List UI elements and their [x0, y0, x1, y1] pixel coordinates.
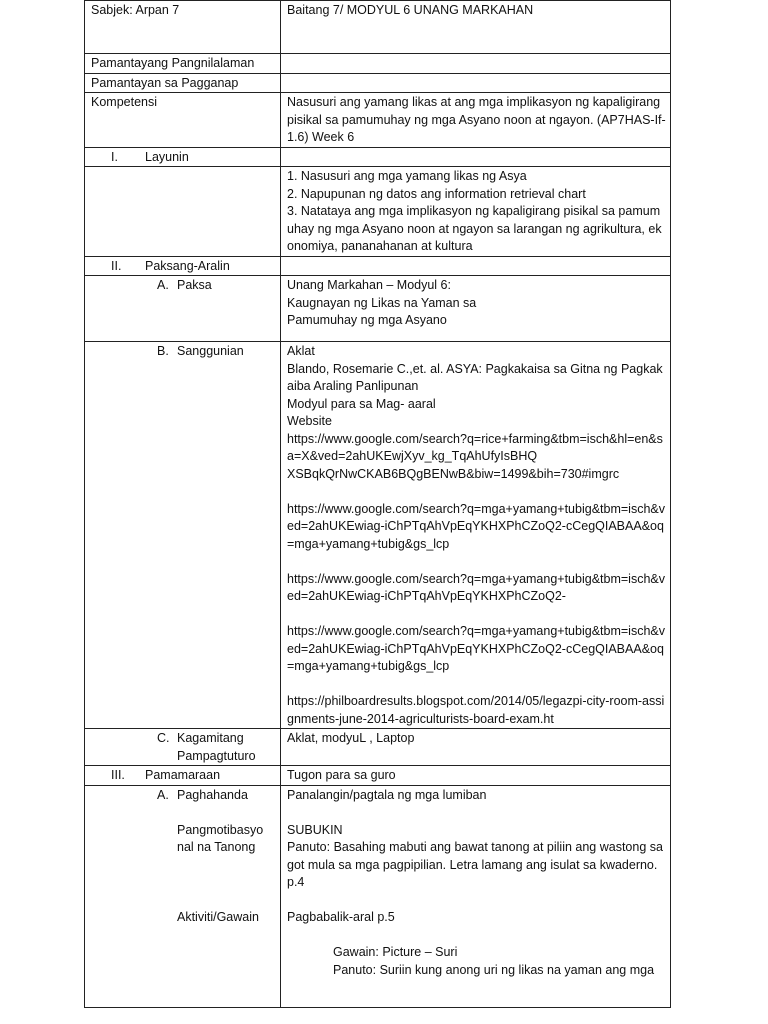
sanggunian-line: Aklat: [287, 344, 315, 358]
subukin-heading: SUBUKIN: [287, 822, 343, 837]
paksa-letter: A.: [157, 278, 169, 292]
pagganap-label: Pamantayan sa Pagganap: [85, 73, 281, 93]
pangnilalaman-value: [281, 54, 671, 74]
paksang-label: Paksang-Aralin: [145, 258, 230, 273]
sanggunian-cell: [281, 342, 671, 729]
row-pagganap: [85, 73, 671, 93]
row-kompetensi: [85, 93, 671, 148]
pagbabalik-text: Pagbabalik-aral p.5: [287, 910, 395, 924]
motibasyon-label: Pangmotibasyo: [177, 822, 264, 837]
kagamitan-label: Kagamitang: [177, 731, 244, 745]
pagganap-value: [281, 73, 671, 93]
sanggunian-line: Website: [287, 414, 332, 428]
subject-cell: Sabjek: Arpan 7: [85, 1, 281, 54]
panuto-2-text: Panuto: Suriin kung anong uri ng likas na yaman ang mga: [333, 962, 655, 977]
pamamaraan-label: Pamamaraan: [145, 768, 221, 782]
layunin-item: 2. Napupunan ng datos ang information retrieval chart: [287, 186, 586, 201]
spacer: [287, 483, 666, 501]
paghahanda-label: Paghahanda: [177, 787, 248, 802]
sanggunian-letter: B.: [157, 344, 169, 358]
kagamitan-label-cell: [85, 729, 281, 766]
paksa-line: Unang Markahan – Modyul 6:: [287, 278, 451, 292]
kompetensi-label: Kompetensi: [85, 93, 281, 148]
paghahanda-cell: [281, 785, 671, 1007]
lesson-plan-table: [84, 0, 671, 1008]
pamamaraan-num: III.: [111, 768, 125, 782]
row-paksa: [85, 276, 671, 342]
grade-module-cell: Baitang 7/ MODYUL 6 UNANG MARKAHAN: [281, 1, 671, 54]
paksang-value: [281, 256, 671, 276]
sanggunian-label-cell: [85, 342, 281, 729]
paghahanda-text: Panalangin/pagtala ng mga lumiban: [287, 787, 487, 802]
pamamaraan-label-cell: [85, 766, 281, 786]
paksa-label: Paksa: [177, 278, 212, 292]
row-kagamitan: [85, 729, 671, 766]
paghahanda-letter: A.: [157, 787, 169, 802]
spacer: [287, 676, 666, 694]
kagamitan-letter: C.: [157, 731, 170, 745]
paksa-label-cell: [85, 276, 281, 342]
reference-link[interactable]: https://www.google.com/search?q=mga+yamang+tubig&tbm=isch&ved=2ahUKEwiag-iChPTqAhVpEqYKHXPhCZoQ2-cCegQIABAA&oq=mga+yamang+tubig&gs_lcp: [287, 501, 665, 551]
paksang-num: II.: [111, 258, 122, 273]
sanggunian-label: Sanggunian: [177, 344, 244, 358]
header-row: [85, 1, 671, 54]
sanggunian-line: Blando, Rosemarie C.,et. al. ASYA: Pagkakaisa sa Gitna ng Pagkakaiba Araling Panlipunan: [287, 361, 663, 393]
layunin-items-cell: [281, 167, 671, 257]
layunin-label-cell: [85, 147, 281, 167]
pangnilalaman-label: Pamantayang Pangnilalaman: [85, 54, 281, 74]
layunin-item: 1. Nasusuri ang mga yamang likas ng Asya: [287, 169, 527, 183]
row-paksang-aralin: [85, 256, 671, 276]
layunin-label: Layunin: [145, 149, 189, 164]
spacer: [287, 553, 666, 571]
aktiviti-label: Aktiviti/Gawain: [177, 910, 259, 924]
motibasyon-label-2: nal na Tanong: [177, 840, 256, 854]
kompetensi-text: Nasusuri ang yamang likas at ang mga implikasyon ng kapaligirang pisikal sa pamumuhay ng mga Asyano noon at ngayon. (AP7HAS-If-1.6) Week 6: [281, 93, 671, 148]
paksang-label-cell: [85, 256, 281, 276]
gawain-text: Gawain: Picture – Suri: [333, 945, 458, 959]
paksa-line: Kaugnayan ng Likas na Yaman sa: [287, 295, 477, 310]
paksa-cell: [281, 276, 671, 342]
layunin-items-label: [85, 167, 281, 257]
pamamaraan-text: Tugon para sa guro: [281, 766, 671, 786]
reference-link[interactable]: https://www.google.com/search?q=mga+yamang+tubig&tbm=isch&ved=2ahUKEwiag-iChPTqAhVpEqYKHXPhCZoQ2-cCegQIABAA&oq=mga+yamang+tubig&gs_lcp: [287, 624, 665, 673]
sanggunian-line: Modyul para sa Mag- aaral: [287, 396, 436, 411]
panuto-text: Panuto: Basahing mabuti ang bawat tanong at piliin ang wastong sagot mula sa mga pagpipilian. Letra lamang ang isulat sa kwaderno.p.4: [287, 840, 663, 889]
spacer: [287, 606, 666, 624]
row-sanggunian: [85, 342, 671, 729]
reference-link[interactable]: XSBqkQrNwCKAB6BQgBENwB&biw=1499&bih=730#imgrc: [287, 466, 620, 481]
layunin-item: 3. Natataya ang mga implikasyon ng kapaligirang pisikal sa pamumuhay ng mga Asyano noon at ngayon sa larangan ng agrikultura, ekonomiya, pananahanan at kultura: [287, 204, 662, 253]
row-layunin-items: [85, 167, 671, 257]
paksa-line: Pamumuhay ng mga Asyano: [287, 313, 447, 327]
reference-link[interactable]: https://www.google.com/search?q=mga+yamang+tubig&tbm=isch&ved=2ahUKEwiag-iChPTqAhVpEqYKHXPhCZoQ2-: [287, 571, 665, 603]
kagamitan-label-2: Pampagtuturo: [177, 748, 256, 763]
kagamitan-text: Aklat, modyuL , Laptop: [281, 729, 671, 766]
row-pangnilalaman: [85, 54, 671, 74]
row-paghahanda: [85, 785, 671, 1007]
reference-link[interactable]: https://www.google.com/search?q=rice+farming&tbm=isch&hl=en&sa=X&ved=2ahUKEwjXyv_kg_TqAhUfyIsBHQ: [287, 431, 663, 463]
layunin-header-value: [281, 147, 671, 167]
reference-link[interactable]: https://philboardresults.blogspot.com/2014/05/legazpi-city-room-assignments-june-2014-agriculturists-board-exam.ht: [287, 694, 665, 726]
layunin-num: I.: [111, 149, 118, 164]
row-layunin-header: [85, 147, 671, 167]
row-pamamaraan: [85, 766, 671, 786]
paghahanda-label-cell: [85, 785, 281, 1007]
